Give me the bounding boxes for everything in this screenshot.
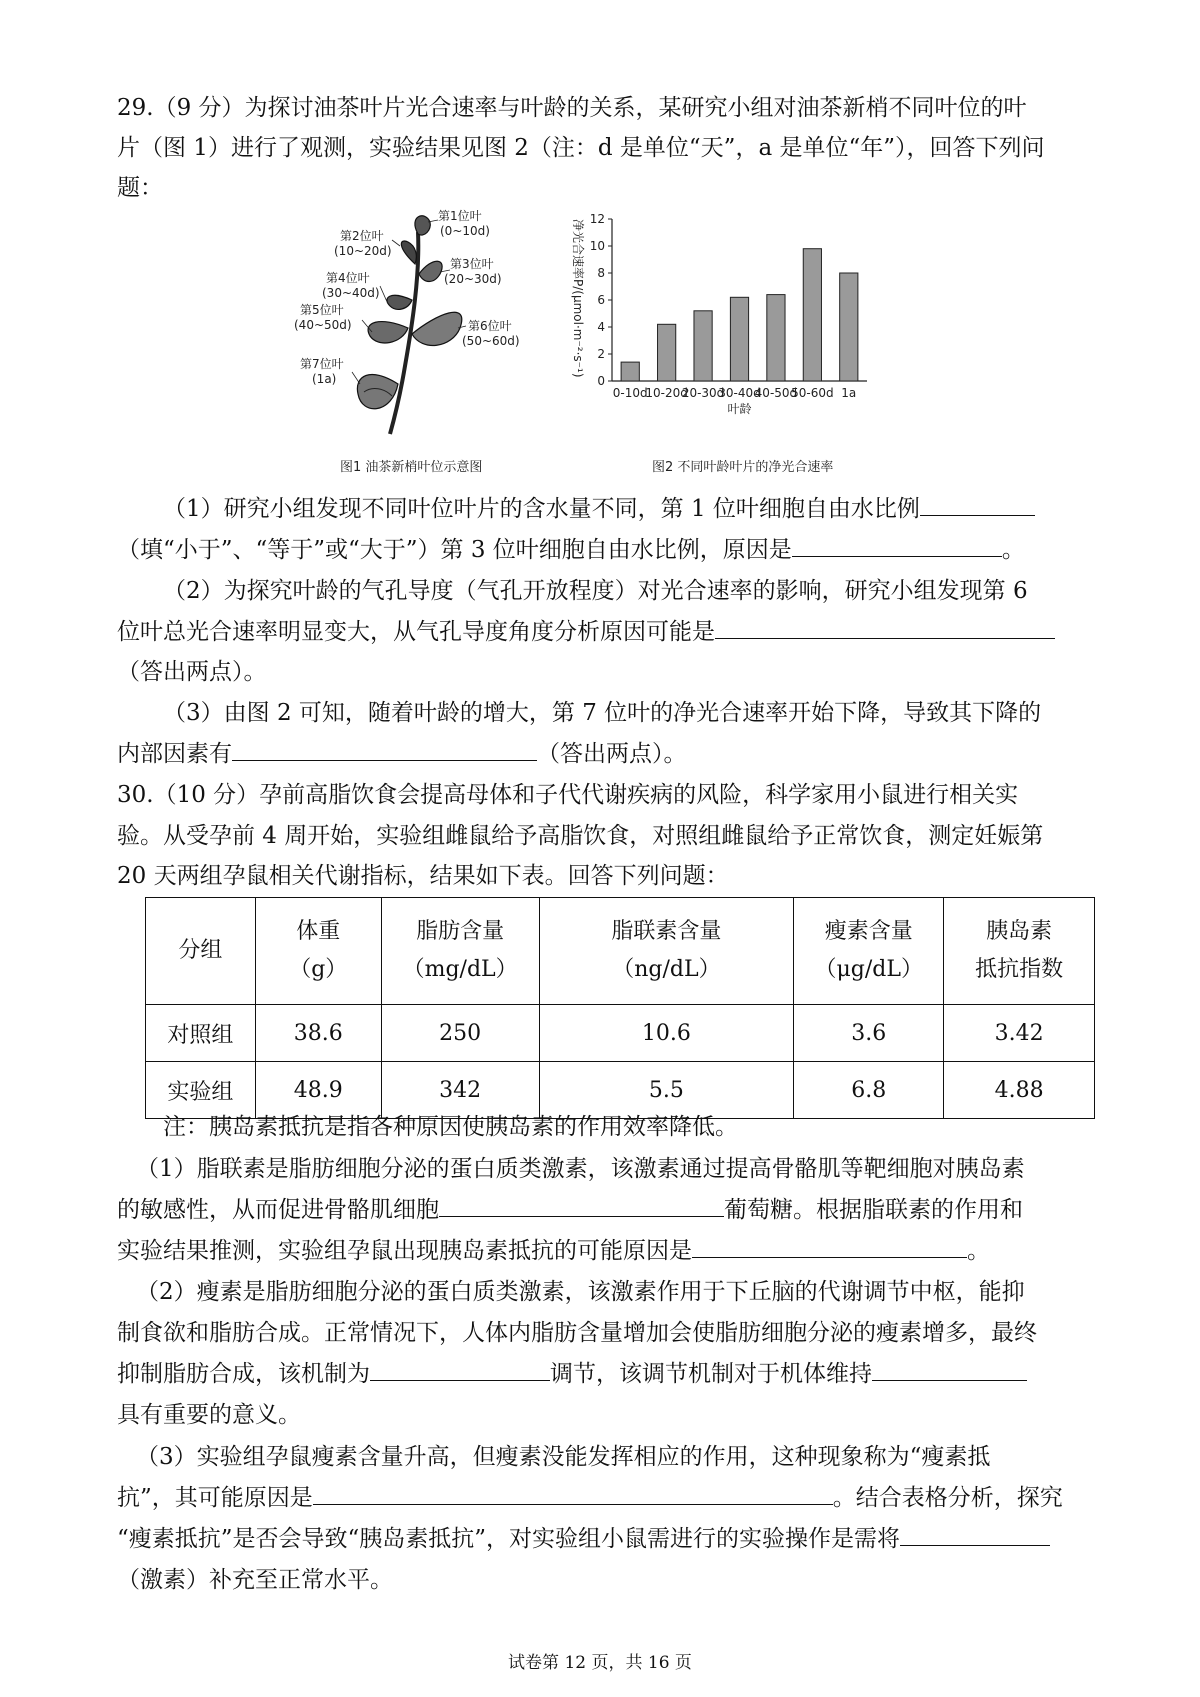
x-tick-label: 1a	[841, 386, 857, 400]
chart-bar	[767, 295, 785, 381]
header-group: 分组	[146, 898, 256, 1005]
q30-intro-line1: 30.（10 分）孕前高脂饮食会提高母体和子代代谢疾病的风险，科学家用小鼠进行相关实	[117, 782, 1019, 808]
header-fat: 脂肪含量 （mg/dL）	[381, 898, 539, 1005]
q30-part2-line2: 制食欲和脂肪合成。正常情况下，人体内脂肪含量增加会使脂肪细胞分泌的瘦素增多，最终	[117, 1320, 1037, 1346]
q29-part1-blank-1[interactable]	[920, 489, 1035, 516]
q30-part1-line3	[117, 1231, 1092, 1271]
x-tick-label: 10-20d	[645, 386, 688, 400]
q30-part3-line4: （激素）补充至正常水平。	[117, 1567, 393, 1593]
q29-part1-line1	[117, 489, 1092, 529]
q29-intro-line2: 片（图 1）进行了观测，实验结果见图 2（注：d 是单位“天”，a 是单位“年”），回答下列问	[117, 135, 1045, 161]
q30-part2-line4: 具有重要的意义。	[117, 1402, 301, 1428]
chart-bar	[694, 311, 712, 381]
q29-part2-line3: （答出两点）。	[117, 659, 267, 685]
q30-part2-blank-2[interactable]	[872, 1354, 1027, 1381]
table-header-row	[146, 898, 1095, 1005]
header-leptin: 瘦素含量 （μg/dL）	[794, 898, 944, 1005]
q30-part2-text-c2: 调节，该调节机制对于机体维持	[550, 1361, 872, 1387]
q30-part3-text-b2: 。结合表格分析，探究	[832, 1485, 1063, 1511]
q29-part3-line2	[117, 734, 1092, 774]
q30-part1-text-b1: 的敏感性，从而促进骨骼肌细胞	[117, 1197, 439, 1223]
q29-part1-end: 。	[1001, 537, 1025, 563]
q30-part1-blank-1[interactable]	[439, 1190, 724, 1217]
q29-part2-blank[interactable]	[715, 612, 1055, 639]
chart-bar	[621, 362, 639, 381]
header-weight: 体重 （g）	[255, 898, 381, 1005]
q29-figures	[294, 209, 920, 478]
x-tick-label: 20-30d	[681, 386, 725, 400]
q30-part3-text-c: “瘦素抵抗”是否会导致“胰岛素抵抗”，对实验组小鼠需进行的实验操作是需将	[117, 1526, 901, 1552]
leaf-7-name: 第7位叶	[300, 357, 344, 371]
leaf-5-age: (40~50d)	[294, 318, 352, 332]
leaf-1-name: 第1位叶	[438, 209, 482, 223]
header-adiponectin: 脂联素含量 （ng/dL）	[539, 898, 794, 1005]
q29-part3-text-c: （答出两点）。	[537, 741, 687, 767]
cell-exp-group: 实验组	[146, 1062, 256, 1119]
q29-intro-line3: 题：	[117, 175, 163, 201]
q29-part1-blank-2[interactable]	[792, 530, 1002, 557]
leaf-2-age: (10~20d)	[334, 244, 392, 258]
q30-part1-text-c: 实验结果推测，实验组孕鼠出现胰岛素抵抗的可能原因是	[117, 1238, 692, 1264]
shoot-leaf-diagram	[294, 209, 560, 436]
leaf-6-age: (50~60d)	[462, 334, 520, 348]
y-tick-label: 6	[597, 293, 605, 307]
y-tick-label: 12	[589, 212, 605, 226]
q29-part1-line2	[117, 530, 1092, 570]
q30-part2-blank-1[interactable]	[370, 1354, 550, 1381]
leaf-6-name: 第6位叶	[468, 319, 512, 333]
chart-x-axis-label: 叶龄	[727, 402, 752, 416]
q30-part1-line1: （1）脂联素是脂肪细胞分泌的蛋白质类激素，该激素通过提高骨骼肌等靶细胞对胰岛素	[136, 1156, 1025, 1182]
cell-control-leptin: 3.6	[794, 1005, 944, 1062]
cell-exp-leptin: 6.8	[794, 1062, 944, 1119]
chart-y-axis-label: 净光合速率P/(μmol·m⁻²·s⁻¹)	[571, 219, 585, 378]
x-tick-label: 40-50d	[754, 386, 798, 400]
cell-control-group: 对照组	[146, 1005, 256, 1062]
leaf-4-age: (30~40d)	[322, 286, 380, 300]
cell-exp-fat: 342	[381, 1062, 539, 1119]
chart-title: 图2 不同叶龄叶片的净光合速率	[652, 460, 834, 475]
cell-exp-insulin: 4.88	[944, 1062, 1095, 1119]
q30-intro-line2: 验。从受孕前 4 周开始，实验组雌鼠给予高脂饮食，对照组雌鼠给予正常饮食，测定妊娠第	[117, 823, 1044, 849]
leaf-3-name: 第3位叶	[450, 257, 494, 271]
y-tick-label: 0	[597, 374, 605, 388]
net-photosynthesis-bar-chart	[562, 212, 892, 456]
q29-part3-blank[interactable]	[232, 734, 537, 761]
y-tick-label: 8	[597, 266, 605, 280]
leaf-2-name: 第2位叶	[340, 229, 384, 243]
q30-part2-line3	[117, 1354, 1092, 1394]
q29-part2-text-b: 位叶总光合速率明显变大，从气孔导度角度分析原因可能是	[117, 619, 715, 645]
metabolic-index-table	[145, 897, 1095, 1119]
chart-bar	[658, 324, 676, 381]
q29-part2-line1: （2）为探究叶龄的气孔导度（气孔开放程度）对光合速率的影响，研究小组发现第 6	[163, 578, 1028, 604]
q30-part3-blank-1[interactable]	[313, 1478, 833, 1505]
q29-intro-line1: 29.（9 分）为探讨油茶叶片光合速率与叶龄的关系，某研究小组对油茶新梢不同叶位的叶	[117, 95, 1027, 121]
table-row	[146, 1005, 1095, 1062]
q30-part3-line3	[117, 1519, 1092, 1559]
q29-part3-line1: （3）由图 2 可知，随着叶龄的增大，第 7 位叶的净光合速率开始下降，导致其下降的	[163, 700, 1042, 726]
cell-control-adiponectin: 10.6	[539, 1005, 794, 1062]
cell-control-insulin: 3.42	[944, 1005, 1095, 1062]
leaf-7-age: (1a)	[312, 372, 337, 386]
q30-part1-end: 。	[967, 1238, 990, 1264]
q30-part1-line2	[117, 1190, 1092, 1230]
x-tick-label: 0-10d	[612, 386, 648, 400]
leaf-3-age: (20~30d)	[444, 272, 502, 286]
q29-part2-line2	[117, 612, 1092, 652]
y-tick-label: 2	[597, 347, 605, 361]
q30-part2-text-c1: 抑制脂肪合成，该机制为	[117, 1361, 370, 1387]
leaf-4-name: 第4位叶	[326, 271, 370, 285]
q30-part1-text-b2: 葡萄糖。根据脂联素的作用和	[724, 1197, 1023, 1223]
cell-exp-weight: 48.9	[255, 1062, 381, 1119]
q29-part3-text-b: 内部因素有	[117, 741, 232, 767]
chart-bar	[840, 273, 858, 381]
cell-control-fat: 250	[381, 1005, 539, 1062]
x-tick-label: 50-60d	[791, 386, 834, 400]
q29-part1-text-b: （填“小于”、“等于”或“大于”）第 3 位叶细胞自由水比例，原因是	[117, 537, 792, 563]
y-tick-label: 10	[589, 239, 605, 253]
cell-control-weight: 38.6	[255, 1005, 381, 1062]
x-tick-label: 30-40d	[718, 386, 761, 400]
q29-part1-text-a: （1）研究小组发现不同叶位叶片的含水量不同，第 1 位叶细胞自由水比例	[163, 496, 920, 522]
q30-part3-line2	[117, 1478, 1092, 1518]
header-insulin-resistance: 胰岛素 抵抗指数	[944, 898, 1095, 1005]
q30-part3-blank-2[interactable]	[900, 1519, 1050, 1546]
leaf-5-name: 第5位叶	[300, 303, 344, 317]
y-tick-label: 4	[597, 320, 605, 334]
q30-part2-line1: （2）瘦素是脂肪细胞分泌的蛋白质类激素，该激素作用于下丘脑的代谢调节中枢，能抑	[136, 1279, 1025, 1305]
table-note: 注：胰岛素抵抗是指各种原因使胰岛素的作用效率降低。	[163, 1114, 738, 1140]
chart-bar	[730, 297, 748, 381]
q30-part3-line1: （3）实验组孕鼠瘦素含量升高，但瘦素没能发挥相应的作用，这种现象称为“瘦素抵	[136, 1444, 991, 1470]
figure1-caption: 图1 油茶新梢叶位示意图	[340, 460, 483, 475]
chart-bar	[803, 249, 821, 381]
page-footer: 试卷第 12 页，共 16 页	[508, 1653, 692, 1673]
cell-exp-adiponectin: 5.5	[539, 1062, 794, 1119]
leaf-1-age: (0~10d)	[440, 224, 490, 238]
q30-intro-line3: 20 天两组孕鼠相关代谢指标，结果如下表。回答下列问题：	[117, 863, 729, 889]
q30-part1-blank-2[interactable]	[692, 1231, 967, 1258]
q30-part3-text-b1: 抗”，其可能原因是	[117, 1485, 313, 1511]
